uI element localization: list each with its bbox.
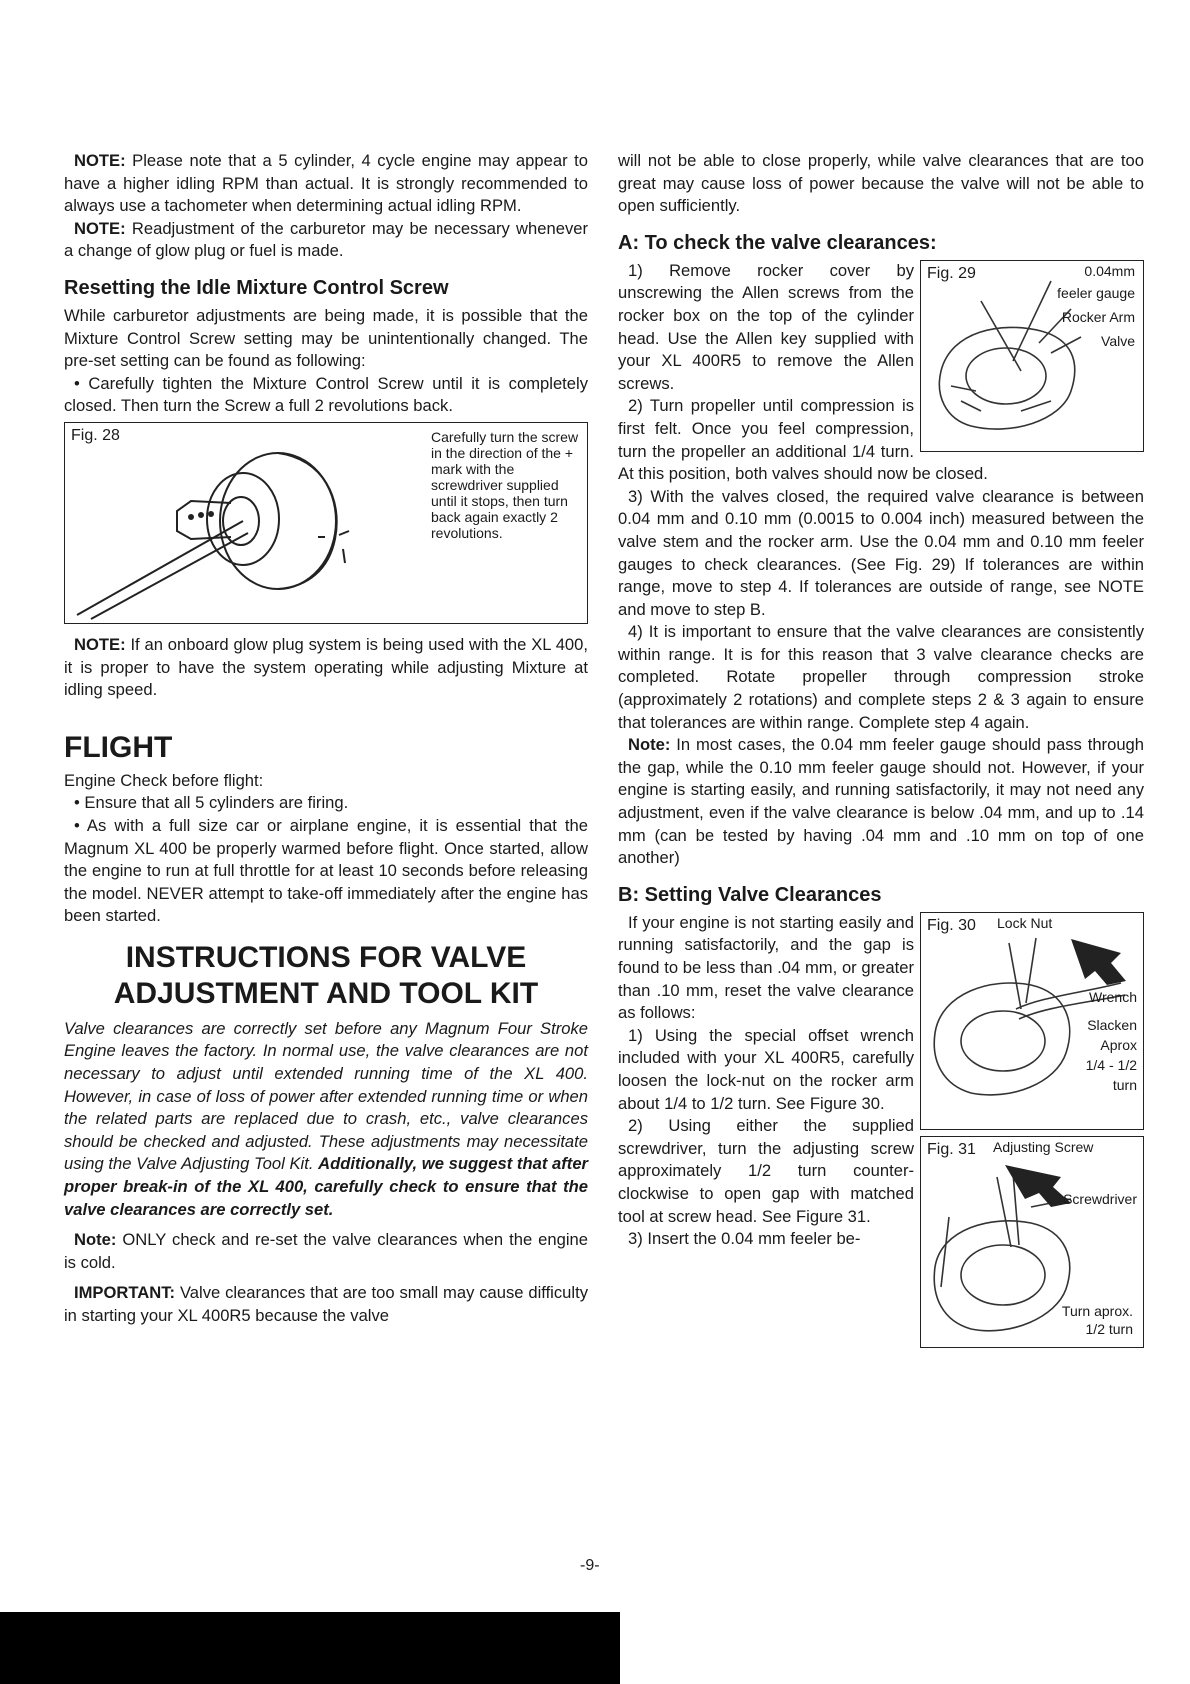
figure-29 <box>920 260 1144 452</box>
heading-line: ADJUSTMENT AND TOOL KIT <box>113 976 539 1010</box>
figure-28 <box>64 422 588 624</box>
note-label: NOTE: <box>74 634 126 654</box>
important-label: IMPORTANT: <box>74 1283 176 1303</box>
note-label: NOTE: <box>74 151 126 170</box>
step-label: 2) <box>628 1116 643 1136</box>
step-text: Using either the supplied screwdriver, turn the adjusting screw approximately 1/2 turn counter-clockwise to open gap with matched tool at screw head. See Figure 31. <box>618 1116 914 1226</box>
step-text: Using the special offset wrench included with your XL 400R5, carefully loosen the lock-nut on the rocker arm about 1/4 to 1/2 turn. See Figure 30. <box>618 1025 914 1113</box>
note-label: Note: <box>628 735 671 755</box>
figure-tag: Slacken <box>1087 1016 1137 1033</box>
important-note <box>64 1282 588 1327</box>
note-glow-plug <box>64 634 588 702</box>
note-text: ONLY check and re-set the valve clearances when the engine is cold. <box>64 1230 588 1272</box>
figure-tag: Aprox <box>1100 1036 1137 1053</box>
note-text: Readjustment of the carburetor may be necessary whenever a change of glow plug or fuel is made. <box>64 218 588 261</box>
heading-line: INSTRUCTIONS FOR VALVE <box>125 940 527 974</box>
step-label: 3) <box>628 486 643 506</box>
figure-label: Fig. 30 <box>927 915 976 938</box>
heading-resetting-idle-mixture: Resetting the Idle Mixture Control Screw <box>64 276 449 299</box>
figure-tag: 1/4 - 1/2 <box>1085 1056 1137 1073</box>
note-label: Note: <box>74 1230 117 1250</box>
resetting-paragraph: While carburetor adjustments are being made, it is possible that the Mixture Control Screw setting may be unintentionally changed. The pre-set setting can be found as following: <box>64 305 588 371</box>
heading-check-valve-clearances: A: To check the valve clearances: <box>618 231 937 254</box>
note-carburetor <box>64 218 588 263</box>
step-a4 <box>618 621 1144 734</box>
carburetor-screwdriver-illustration <box>73 439 423 621</box>
figure-label: Fig. 29 <box>927 263 976 286</box>
figure-tag: Screwdriver <box>1063 1190 1137 1207</box>
page-number: -9- <box>580 1557 600 1574</box>
note-engine-cold <box>64 1229 588 1274</box>
figure-tag: feeler gauge <box>1057 284 1135 301</box>
scan-edge-bar <box>0 1612 620 1684</box>
figure-label: Fig. 31 <box>927 1139 976 1162</box>
step-text: Insert the 0.04 mm feeler be- <box>642 1229 861 1249</box>
flight-intro: Engine Check before flight: <box>64 770 264 790</box>
figure-tag: 1/2 turn <box>1085 1320 1133 1337</box>
step-label: 1) <box>628 1025 643 1045</box>
continued-paragraph: will not be able to close properly, while valve clearances that are too great may cause loss of power because the valve will not be able to open sufficiently. <box>618 151 1144 216</box>
step-a3 <box>618 486 1144 622</box>
note-label: NOTE: <box>74 218 126 238</box>
figure-label: Fig. 28 <box>71 426 120 444</box>
heading-setting-valve-clearances: B: Setting Valve Clearances <box>618 883 882 906</box>
figure-tag: Valve <box>1101 332 1135 349</box>
figure-tag: Adjusting Screw <box>993 1138 1094 1155</box>
step-text: With the valves closed, the required valve clearance is between 0.04 mm and 0.10 mm (0.0015 to 0.004 inch) measured between the valve stem and the rocker arm. Use the 0.04 mm and 0.10 mm feeler gauges to check clearances. (See Fig. 29) If tolerances are within range, move to step 4. If tolerances are outside of range, see NOTE and move to step B. <box>618 486 1144 619</box>
flight-bullet: • As with a full size car or airplane engine, it is essential that the Magnum XL 400 be properly warmed before flight. Once started, allow the engine to run at full throttle for at least 10 seconds before releasing the model. NEVER attempt to take-off immediately after the engine has been started. <box>64 815 588 926</box>
resetting-bullet: • Carefully tighten the Mixture Control Screw until it is completely closed. Then turn the Screw a full 2 revolutions back. <box>64 373 588 416</box>
valve-intro-paragraph <box>64 1018 588 1221</box>
step-label: 3) <box>628 1229 643 1249</box>
figure-tag: Turn aprox. <box>1061 1302 1133 1319</box>
step-text: Remove rocker cover by unscrewing the Allen screws from the rocker box on the top of the cylinder head. Use the Allen key supplied with your XL 400R5 to remove the Allen screws. <box>618 260 914 393</box>
right-column <box>618 150 1144 1354</box>
step-text: It is important to ensure that the valve clearances are consistently within range. It is for this reason that 3 valve clearance checks are completed. Rotate propeller through compression stroke (approximately 2 rotations) and complete steps 2 & 3 again to ensure that tolerances are within range. Complete step 4 again. <box>618 622 1144 732</box>
left-column <box>64 150 588 1328</box>
figure-tag: turn <box>1112 1076 1137 1093</box>
figure-30 <box>920 912 1144 1130</box>
italic-text: Valve clearances are correctly set before any Magnum Four Stroke Engine leaves the factory. In normal use, the valve clearances are not necessary to adjust until extended running time of the XL 400. However, in case of loss of power after extended running time or when the related parts are replaced due to crash, etc., valve clearances should be checked and adjusted. These adjustments may necessitate using the Valve Adjusting Tool Kit. <box>64 1018 588 1174</box>
figure-tag: Wrench <box>1089 988 1137 1005</box>
figure-tag: 0.04mm <box>1084 262 1135 279</box>
note-feeler-gauge <box>618 734 1144 870</box>
flight-bullet: • Ensure that all 5 cylinders are firing. <box>74 793 349 813</box>
heading-flight: FLIGHT <box>64 730 173 764</box>
figure-tag: Lock Nut <box>997 914 1053 931</box>
bold-italic-text: Additionally, we suggest that after proper break-in of the XL 400, carefully check to ensure that the valve clearances are correctly set. <box>64 1154 589 1219</box>
note-text: Please note that a 5 cylinder, 4 cycle engine may appear to have a higher idling RPM than actual. It is strongly recommended to always use a tachometer when determining actual idling RPM. <box>64 151 588 216</box>
step-text: Turn propeller until compression is first felt. Once you feel compression, turn the propeller an additional 1/4 turn. At this position, both valves should now be closed. <box>618 396 988 484</box>
step-label: 1) <box>628 260 643 280</box>
step-label: 4) <box>628 622 643 642</box>
figure-31 <box>920 1136 1144 1348</box>
important-text: Valve clearances that are too small may cause difficulty in starting your XL 400R5 because the valve <box>64 1283 588 1325</box>
figure-tag: Rocker Arm <box>1061 308 1135 325</box>
step-b-intro: If your engine is not starting easily and running satisfactorily, and the gap is found to be less than .04 mm, or greater than .10 mm, reset the valve clearance as follows: <box>618 912 914 1023</box>
step-label: 2) <box>628 396 643 416</box>
heading-valve-instructions <box>64 940 588 1012</box>
figure-caption: Carefully turn the screw in the direction of the + mark with the screwdriver supplied until it stops, then turn back again exactly 2 revolutions. <box>431 428 579 541</box>
note-text: In most cases, the 0.04 mm feeler gauge should pass through the gap, while the 0.10 mm feeler gauge should not. However, if your engine is starting easily, and running satisfactorily, it may not need any adjustment, even if the valve clearance is below .04 mm, and up to .14 mm (can be tested by having .04 mm and .10 mm on top of one another) <box>618 735 1144 868</box>
note-tachometer <box>64 150 588 218</box>
note-text: If an onboard glow plug system is being used with the XL 400, it is proper to have the system operating while adjusting Mixture at idling speed. <box>64 634 588 700</box>
